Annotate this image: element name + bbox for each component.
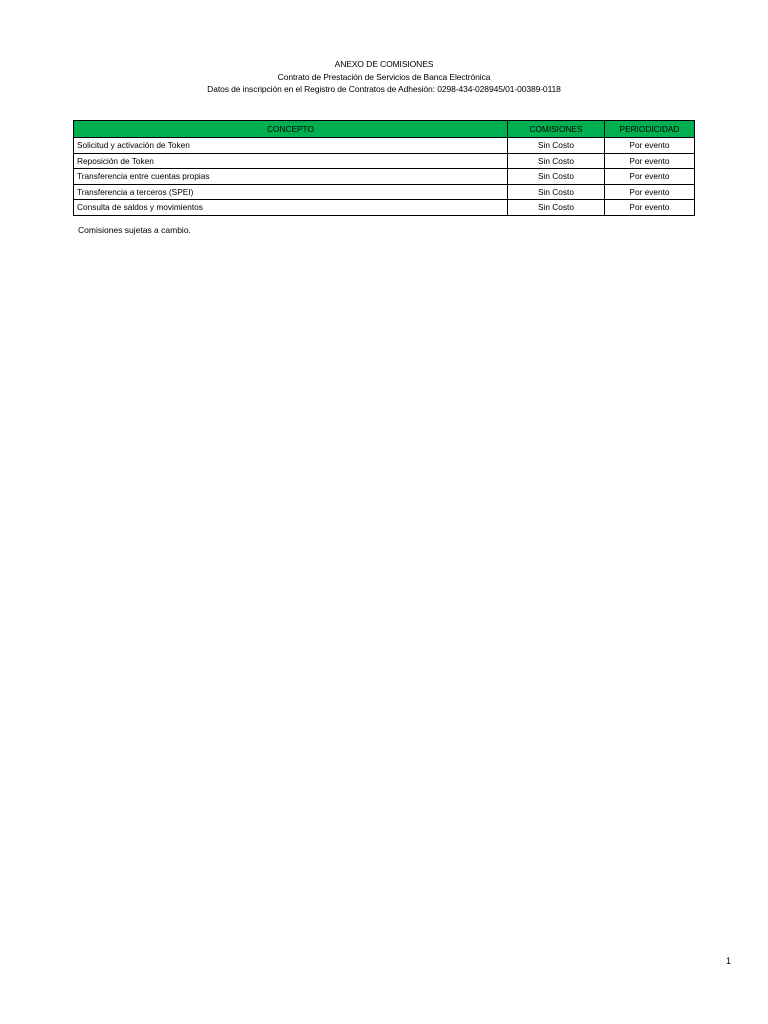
periodicidad-cell: Por evento [605,138,695,154]
concepto-cell: Consulta de saldos y movimientos [74,200,508,216]
comisiones-cell: Sin Costo [508,184,605,200]
disclaimer-note: Comisiones sujetas a cambio. [78,225,191,235]
concepto-cell: Transferencia entre cuentas propias [74,169,508,185]
document-subtitle: Contrato de Prestación de Servicios de Banca Electrónica [277,71,491,82]
table-row [74,184,695,200]
table-header-row [74,121,695,138]
document-header [0,58,768,96]
comisiones-cell: Sin Costo [508,169,605,185]
table-row [74,200,695,216]
comisiones-cell: Sin Costo [508,200,605,216]
periodicidad-cell: Por evento [605,184,695,200]
column-header-periodicidad: PERIODICIDAD [605,121,695,138]
table-row [74,138,695,154]
concepto-cell: Solicitud y activación de Token [74,138,508,154]
column-header-concepto: CONCEPTO [74,121,508,138]
comisiones-cell: Sin Costo [508,138,605,154]
concepto-cell: Reposición de Token [74,153,508,169]
concepto-cell: Transferencia a terceros (SPEI) [74,184,508,200]
fees-table [73,120,695,216]
column-header-comisiones: COMISIONES [508,121,605,138]
page-number: 1 [726,956,732,966]
periodicidad-cell: Por evento [605,153,695,169]
periodicidad-cell: Por evento [605,169,695,185]
table-row [74,153,695,169]
document-title: ANEXO DE COMISIONES [334,59,434,69]
periodicidad-cell: Por evento [605,200,695,216]
registry-info: Datos de inscripción en el Registro de Contratos de Adhesión: 0298-434-028945/01-00389-0118 [207,84,561,94]
comisiones-cell: Sin Costo [508,153,605,169]
table-row [74,169,695,185]
